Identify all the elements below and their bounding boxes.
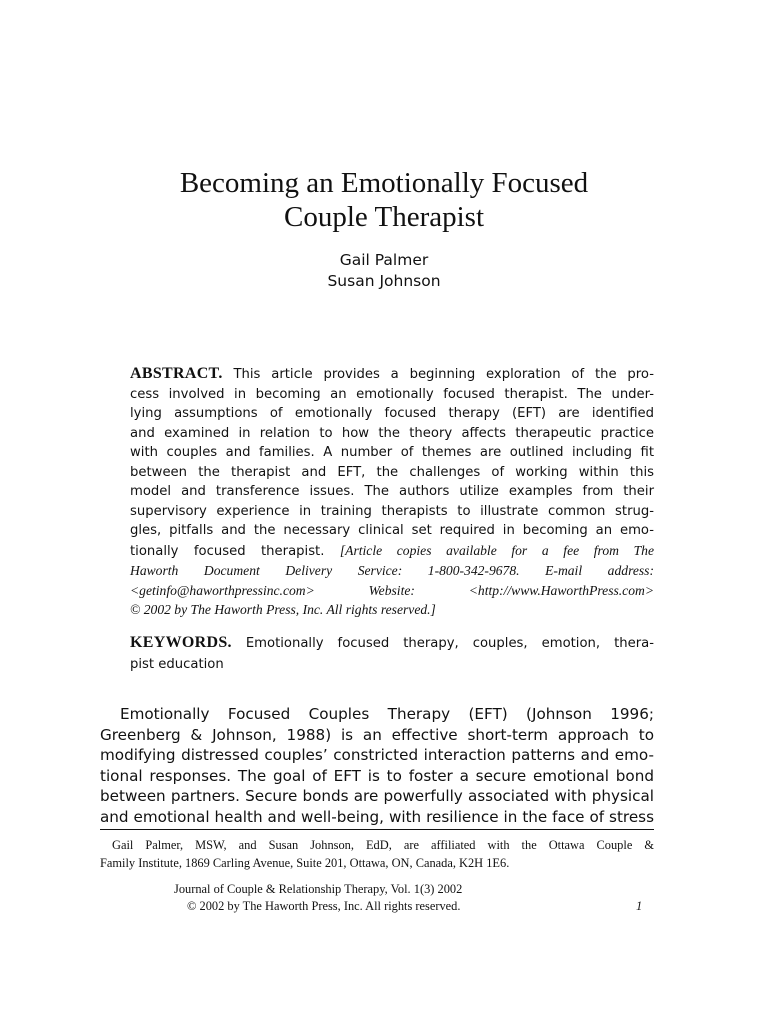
author-name: Susan Johnson [327,272,441,290]
body-line: Emotionally Focused Couples Therapy (EFT) (Johnson 1996; [120,705,654,723]
abstract-note-line: © 2002 by The Haworth Press, Inc. All rights reserved.] [130,602,436,617]
body-text [100,704,654,828]
body-line: modifying distressed couples’ constricted interaction patterns and emo- [100,746,654,765]
keywords-line [130,632,654,654]
keywords-line: pist education [130,657,224,672]
footnote-line: Gail Palmer, MSW, and Susan Johnson, EdD, are affiliated with the Ottawa Couple & [112,838,654,852]
article-title [0,166,768,234]
body-line: tional responses. The goal of EFT is to foster a secure emotional bond [100,766,654,785]
title-line-1: Becoming an Emotionally Focused [179,167,589,199]
footnote-divider [100,829,654,830]
body-line: between partners. Secure bonds are powerfully associated with physical [100,787,654,806]
copyright-line: © 2002 by The Haworth Press, Inc. All rights reserved. [187,899,461,913]
abstract-note: [Article copies available for a fee from The [339,542,654,558]
author-list [0,250,768,292]
keywords-label: KEYWORDS. [130,634,232,651]
title-line-2: Couple Therapist [283,201,484,233]
abstract-label: ABSTRACT. [130,365,223,382]
abstract-line [130,364,654,385]
abstract-text: tionally focused therapist. [130,543,325,559]
body-line: Greenberg & Johnson, 1988) is an effective short-term approach to [100,725,654,744]
abstract-line: model and transference issues. The authors utilize examples from their [130,484,654,499]
author-name: Gail Palmer [339,251,429,269]
abstract-line: between the therapist and EFT, the challenges of working within this [130,464,654,480]
abstract-line: gles, pitfalls and the necessary clinical set required in becoming an emo- [130,523,654,538]
abstract-line: and examined in relation to how the theory affects therapeutic practice [130,425,654,441]
abstract-line: supervisory experience in training therapists to illustrate common strug- [130,503,654,519]
abstract-line: with couples and families. A number of themes are outlined including fit [130,445,654,460]
abstract-line: cess involved in becoming an emotionally focused therapist. The under- [130,386,654,402]
abstract-text: This article provides a beginning exploration of the pro- [233,367,654,382]
abstract [130,364,654,620]
abstract-note-line: Haworth Document Delivery Service: 1-800-342-9678. E-mail address: [130,563,654,578]
body-line: and emotional health and well-being, with resilience in the face of stress [100,807,654,826]
abstract-line: lying assumptions of emotionally focused therapy (EFT) are identified [130,406,654,421]
keywords-text: Emotionally focused therapy, couples, emotion, thera- [245,636,654,651]
keywords [130,632,654,675]
abstract-line [130,541,654,562]
journal-citation: Journal of Couple & Relationship Therapy, Vol. 1(3) 2002 [174,882,463,896]
abstract-note-line: <getinfo@haworthpressinc.com> Website: <http://www.HaworthPress.com> [130,582,654,598]
journal-info [174,881,462,915]
footnote-line: Family Institute, 1869 Carling Avenue, Suite 201, Ottawa, ON, Canada, K2H 1E6. [100,856,510,870]
author-footnote [100,836,654,872]
page-number: 1 [636,899,643,913]
